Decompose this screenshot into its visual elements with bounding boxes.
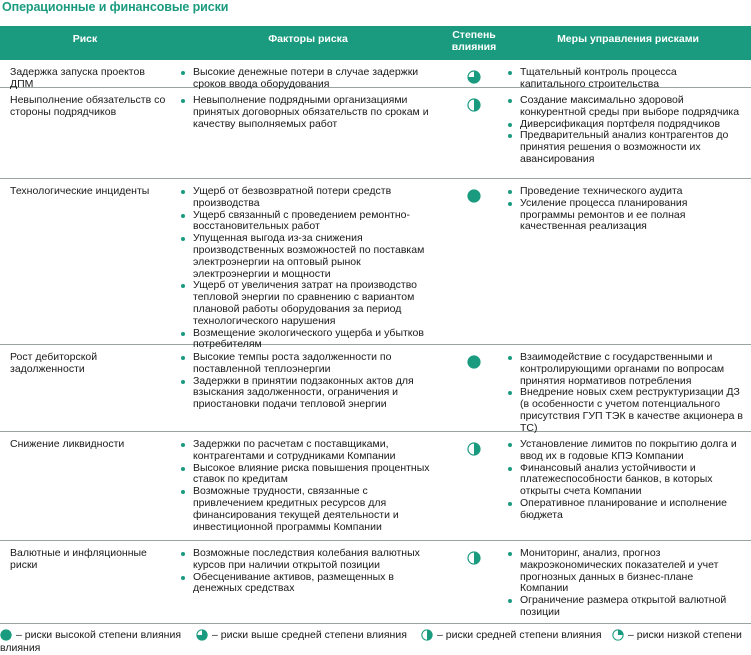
legend-high [0, 629, 181, 642]
bullet-item: Ущерб связанный с проведением ремонтно-восстановительных работ [178, 210, 440, 234]
risk-name: Задержка запуска проектов ДПМ [10, 66, 145, 90]
page-title: Операционные и финансовые риски [2, 0, 229, 14]
bullet-item: Диверсификация портфеля подрядчиков [505, 119, 743, 131]
risk-measures-list [505, 352, 743, 435]
header-risk: Риск [72, 33, 98, 45]
risk-name: Технологические инциденты [10, 185, 150, 197]
legend-above-medium [196, 629, 407, 642]
header-factors: Факторы риска [268, 33, 348, 45]
bullet-item: Тщательный контроль процесса капитального строительства [505, 67, 743, 91]
impact-medium-icon [467, 442, 481, 456]
risk-name: Невыполнение обязательств со стороны подрядчиков [10, 94, 166, 118]
risk-measures-list [505, 548, 743, 619]
bullet-item: Невыполнение подрядными организациями принятых договорных обязательств по срокам и качеству выполняемых работ [178, 95, 440, 130]
bullet-item: Задержки по расчетам с поставщиками, контрагентами и сотрудниками Компании [178, 439, 440, 463]
header-degree-line2: влияния [451, 41, 497, 53]
bullet-item: Ущерб от увеличения затрат на производство тепловой энергии по сравнению с вариантом плановой работы оборудования за период технологического нарушения [178, 280, 440, 327]
bullet-item: Создание максимально здоровой конкурентной среды при выборе подрядчика [505, 95, 743, 119]
bullet-item: Возможные последствия колебания валютных курсов при наличии открытой позиции [178, 548, 440, 572]
impact-medium-icon [421, 629, 433, 641]
bullet-item: Упущенная выгода из-за снижения производственных возможностей по поставкам электроэнергии на оптовый рынок электроэнергии и мощности [178, 233, 440, 280]
risk-factors-list [178, 548, 440, 595]
bullet-item: Возмещение экологического ущерба и убытков потребителям [178, 328, 440, 352]
risk-name: Валютные и инфляционные риски [10, 547, 147, 571]
bullet-item: Высокие темпы роста задолженности по поставленной теплоэнергии [178, 352, 440, 376]
risk-factors-list [178, 439, 440, 533]
impact-medium-icon [467, 98, 481, 112]
bullet-item: Мониторинг, анализ, прогноз макроэкономических показателей и учет прогнозных данных в бизнес-плане Компании [505, 548, 743, 595]
impact-low-icon [612, 629, 624, 641]
legend-low-label-2: влияния [0, 642, 41, 654]
risk-measures-list [505, 95, 743, 166]
bullet-item: Возможные трудности, связанные с привлечением кредитных ресурсов для финансирования текущей деятельности и инвестиционной программы Компании [178, 486, 440, 533]
bullet-item: Оперативное планирование и исполнение бюджета [505, 498, 743, 522]
bullet-item: Предварительный анализ контрагентов до принятия решения о возможности их авансирования [505, 130, 743, 165]
bullet-item: Финансовый анализ устойчивости и платежеспособности банков, в которых открыты счета Компании [505, 463, 743, 498]
impact-high-icon [467, 189, 481, 203]
impact-above-medium-icon [467, 70, 481, 84]
risk-factors-list [178, 186, 440, 351]
table-row [0, 345, 751, 432]
impact-medium-icon [467, 551, 481, 565]
table-header [0, 26, 751, 60]
bullet-item: Задержки в принятии подзаконных актов для взыскания задолженности, ограничения и приостановки подачи тепловой энергии [178, 376, 440, 411]
bullet-item: Установление лимитов по покрытию долга и ввод их в годовые КПЭ Компании [505, 439, 743, 463]
risk-factors-list [178, 95, 440, 130]
risk-factors-list [178, 352, 440, 411]
legend-low-label-1: – риски низкой степени [628, 629, 742, 641]
risk-measures-list [505, 439, 743, 522]
bullet-item: Высокие денежные потери в случае задержки сроков ввода оборудования [178, 67, 440, 91]
impact-high-icon [467, 355, 481, 369]
risk-measures-list [505, 186, 743, 233]
bullet-item: Ущерб от безвозвратной потери средств производства [178, 186, 440, 210]
header-measures: Меры управления рисками [557, 33, 699, 45]
impact-high-icon [0, 629, 12, 641]
legend-high-label: – риски высокой степени влияния [16, 629, 182, 641]
legend-medium [421, 629, 602, 642]
table-row [0, 88, 751, 179]
bullet-item: Взаимодействие с государственными и контролирующими органами по вопросам принятия нормативов потребления [505, 352, 743, 387]
risk-name: Снижение ликвидности [10, 438, 125, 450]
bullet-item: Проведение технического аудита [505, 186, 743, 198]
bullet-item: Обесценивание активов, размещенных в денежных средствах [178, 572, 440, 596]
bullet-item: Усиление процесса планирования программы ремонтов и ее полная качественная реализация [505, 198, 743, 233]
legend-low [612, 629, 742, 642]
impact-above-medium-icon [196, 629, 208, 641]
header-degree [443, 29, 505, 53]
bullet-item: Ограничение размера открытой валютной позиции [505, 595, 743, 619]
table-row [0, 541, 751, 624]
table-row [0, 60, 751, 88]
header-degree-line1: Степень [452, 29, 496, 41]
legend-medium-label: – риски средней степени влияния [437, 629, 602, 641]
bullet-item: Внедрение новых схем реструктуризации ДЗ (в особенности с учетом потенциального присутствия ГУП ТЭК в качестве акционера в ТС) [505, 387, 743, 434]
legend-above-medium-label: – риски выше средней степени влияния [212, 629, 407, 641]
table-row [0, 179, 751, 351]
table-row [0, 432, 751, 541]
risk-name: Рост дебиторской задолженности [10, 351, 98, 375]
bullet-item: Высокое влияние риска повышения процентных ставок по кредитам [178, 463, 440, 487]
